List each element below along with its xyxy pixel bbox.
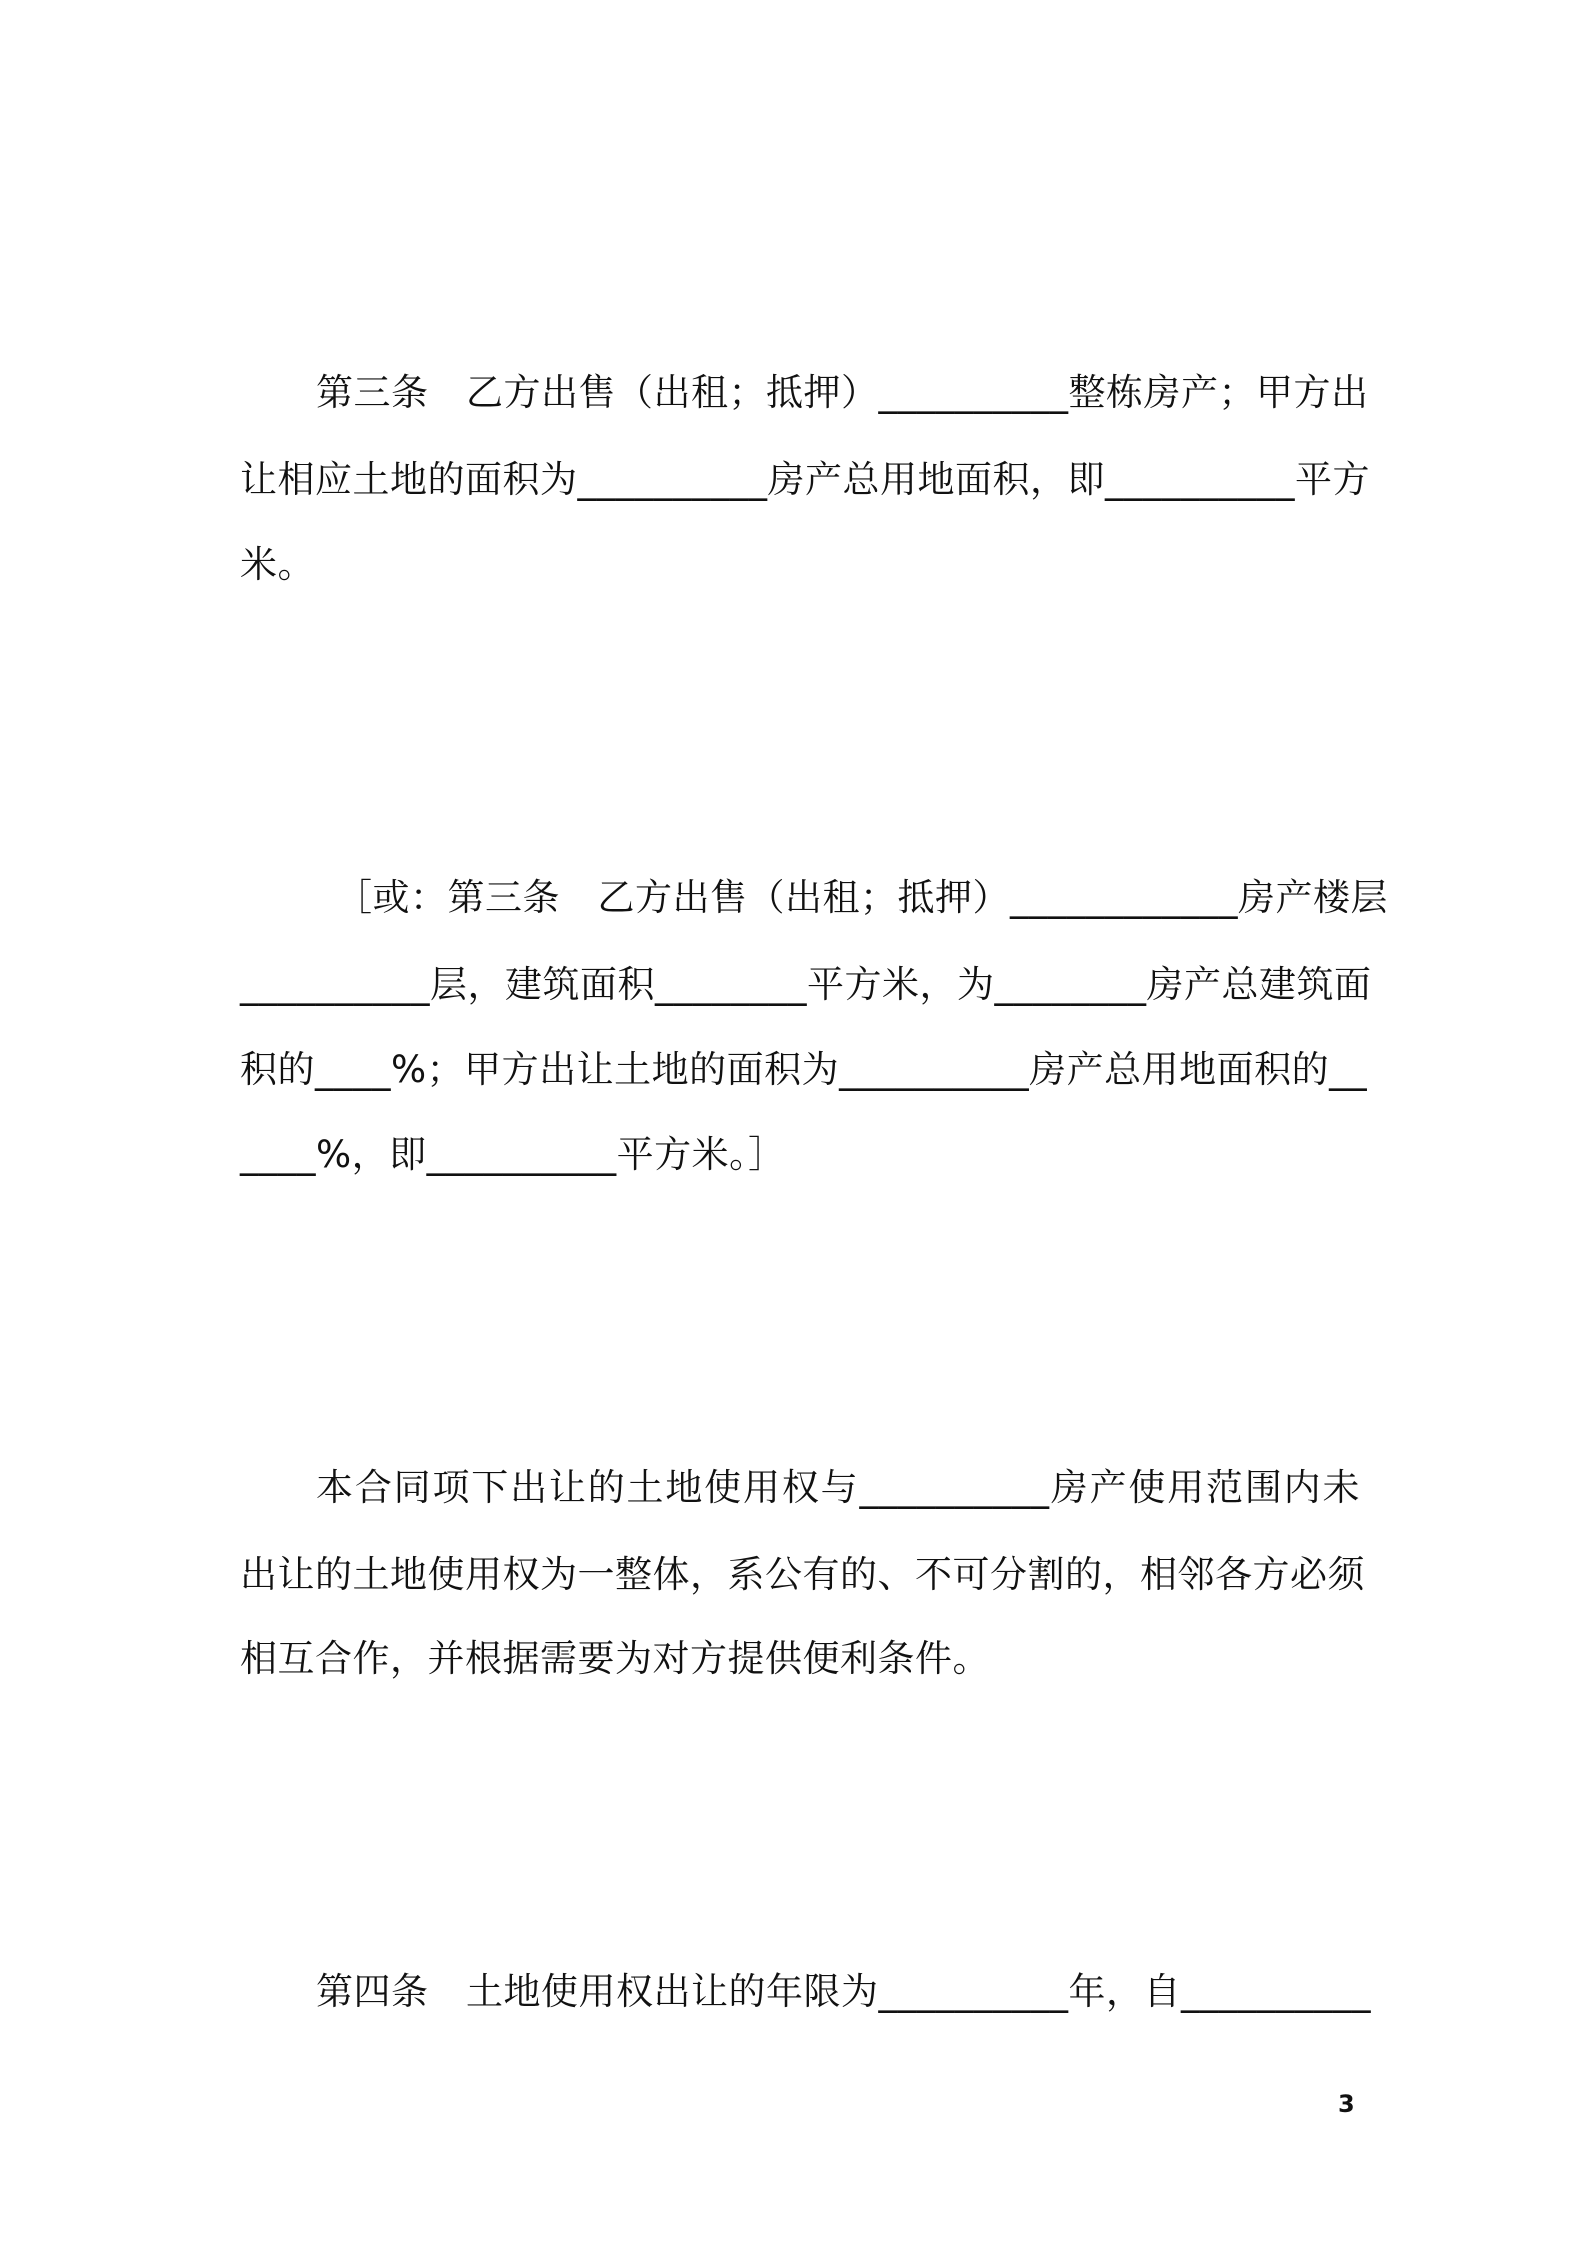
article3-alt-line-2: __________层，建筑面积________平方米，为________房产总建筑面 — [240, 963, 1372, 1006]
scope-line-2: 出让的土地使用权为一整体，系公有的、不可分割的，相邻各方必须 — [240, 1553, 1365, 1596]
article3-alt-line-3: 积的____%；甲方出让土地的面积为__________房产总用地面积的__ — [240, 1048, 1368, 1091]
article3-line-1: 第三条 乙方出售（出租；抵押）__________整栋房产；甲方出 — [316, 371, 1369, 414]
article4-line-1: 第四条 土地使用权出让的年限为__________年，自__________ — [316, 1970, 1371, 2013]
scope-line-3: 相互合作，并根据需要为对方提供便利条件。 — [240, 1637, 990, 1680]
article3-alt-line-1: ［或：第三条 乙方出售（出租；抵押）____________房产楼层 — [335, 876, 1388, 919]
article3-alt-line-4: ____%，即__________平方米。］ — [240, 1133, 786, 1176]
scope-line-1: 本合同项下出让的土地使用权与__________房产使用范围内未 — [316, 1466, 1360, 1509]
page-number: 3 — [1338, 2090, 1355, 2118]
article3-line-3: 米。 — [240, 543, 315, 586]
article3-line-2: 让相应土地的面积为__________房产总用地面积，即__________平方 — [240, 458, 1370, 501]
